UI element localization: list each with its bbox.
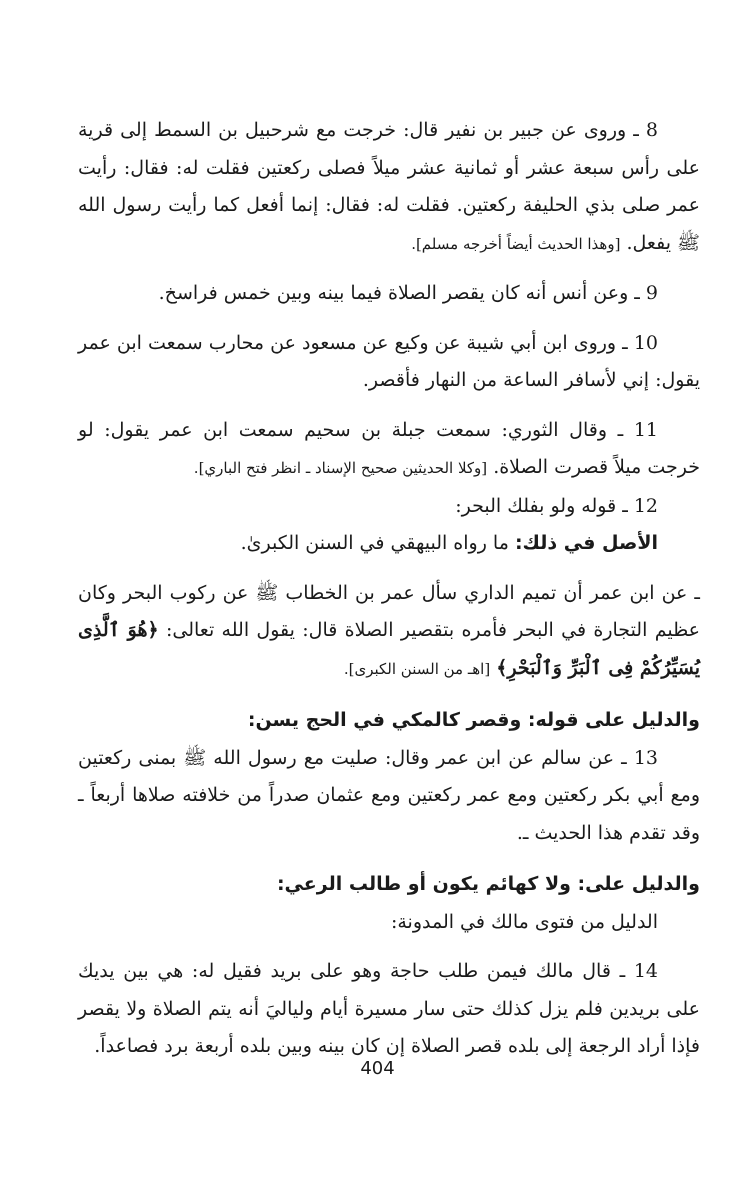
tamim-paragraph	[78, 575, 700, 689]
paragraph-8-note: [وهذا الحديث أيضاً أخرجه مسلم].	[411, 234, 621, 253]
paragraph-12	[78, 488, 700, 526]
malik-intro-text: الدليل من فتوى مالك في المدونة:	[390, 910, 658, 933]
heading-qasr-makki: والدليل على قوله: وقصر كالمكي في الحج يسن:	[247, 709, 700, 731]
paragraph-13-text: 13 ـ عن سالم عن ابن عمر وقال: صليت مع رسول الله ﷺ بمنى ركعتين ومع أبي بكر ركعتين ومع عمر ركعتين ومع عثمان صدراً من خلافته صلاها أربعاً ـ وقد تقدم هذا الحديث ـ.	[78, 746, 700, 844]
asl-lead: الأصل في ذلك:	[514, 532, 658, 554]
paragraph-9-text: 9 ـ وعن أنس أنه كان يقصر الصلاة فيما بينه وبين خمس فراسخ.	[158, 282, 658, 304]
paragraph-9	[78, 275, 700, 313]
paragraph-14	[78, 953, 700, 1066]
page-body	[78, 112, 700, 1066]
paragraph-11-text: 11 ـ وقال الثوري: سمعت جبلة بن سحيم سمعت ابن عمر يقول: لو خرجت ميلاً قصرت الصلاة.	[78, 418, 700, 478]
paragraph-14-text: 14 ـ قال مالك فيمن طلب حاجة وهو على بريد فقيل له: هي بين يديك على بريدين فلم يزل كذلك حتى سار مسيرة أيام ولياليَ أنه يتم الصلاة ولا يقصر فإذا أراد الرجعة إلى بلده قصر الصلاة إن كان بينه وبين بلده أربعة برد فصاعداً.	[78, 960, 700, 1057]
paragraph-10	[78, 325, 700, 400]
asl-text: ما رواه البيهقي في السنن الكبرىٰ.	[240, 532, 509, 554]
page-number: 404	[360, 1058, 395, 1079]
asl-paragraph	[78, 525, 700, 563]
tamim-note: [اهـ من السنن الكبرى].	[343, 659, 491, 678]
paragraph-8	[78, 112, 700, 263]
paragraph-11-note: [وكلا الحديثين صحيح الإسناد ـ انظر فتح الباري].	[193, 459, 488, 477]
paragraph-11	[78, 412, 700, 488]
heading-kahaim: والدليل على: ولا كهائم يكون أو طالب الرعي:	[276, 873, 700, 895]
tamim-text: ـ عن ابن عمر أن تميم الداري سأل عمر بن الخطاب ﷺ عن ركوب البحر وكان عظيم التجارة في البحر فأمره بتقصير الصلاة قال: يقول الله تعالى:	[78, 581, 700, 641]
paragraph-13	[78, 740, 700, 853]
malik-intro	[78, 904, 700, 942]
quran-verse: ﴿هُوَ ٱلَّذِى يُسَيِّرُكُمْ فِى ٱلْبَرِّ وَٱلْبَحْرِ﴾	[78, 619, 700, 679]
paragraph-8-text: 8 ـ وروى عن جبير بن نفير قال: خرجت مع شرحبيل بن السمط إلى قرية على رأس سبعة عشر أو ثمانية عشر ميلاً فصلى ركعتين فقلت له: فقال: رأيت عمر صلى بذي الحليفة ركعتين. فقلت له: فقال: إنما أفعل كما رأيت رسول الله ﷺ يفعل.	[78, 119, 701, 254]
paragraph-12-text: 12 ـ قوله ولو بفلك البحر:	[455, 494, 658, 517]
paragraph-10-text: 10 ـ وروى ابن أبي شيبة عن وكيع عن مسعود عن محارب سمعت ابن عمر يقول: إني لأسافر الساعة من النهار فأقصر.	[78, 331, 700, 391]
